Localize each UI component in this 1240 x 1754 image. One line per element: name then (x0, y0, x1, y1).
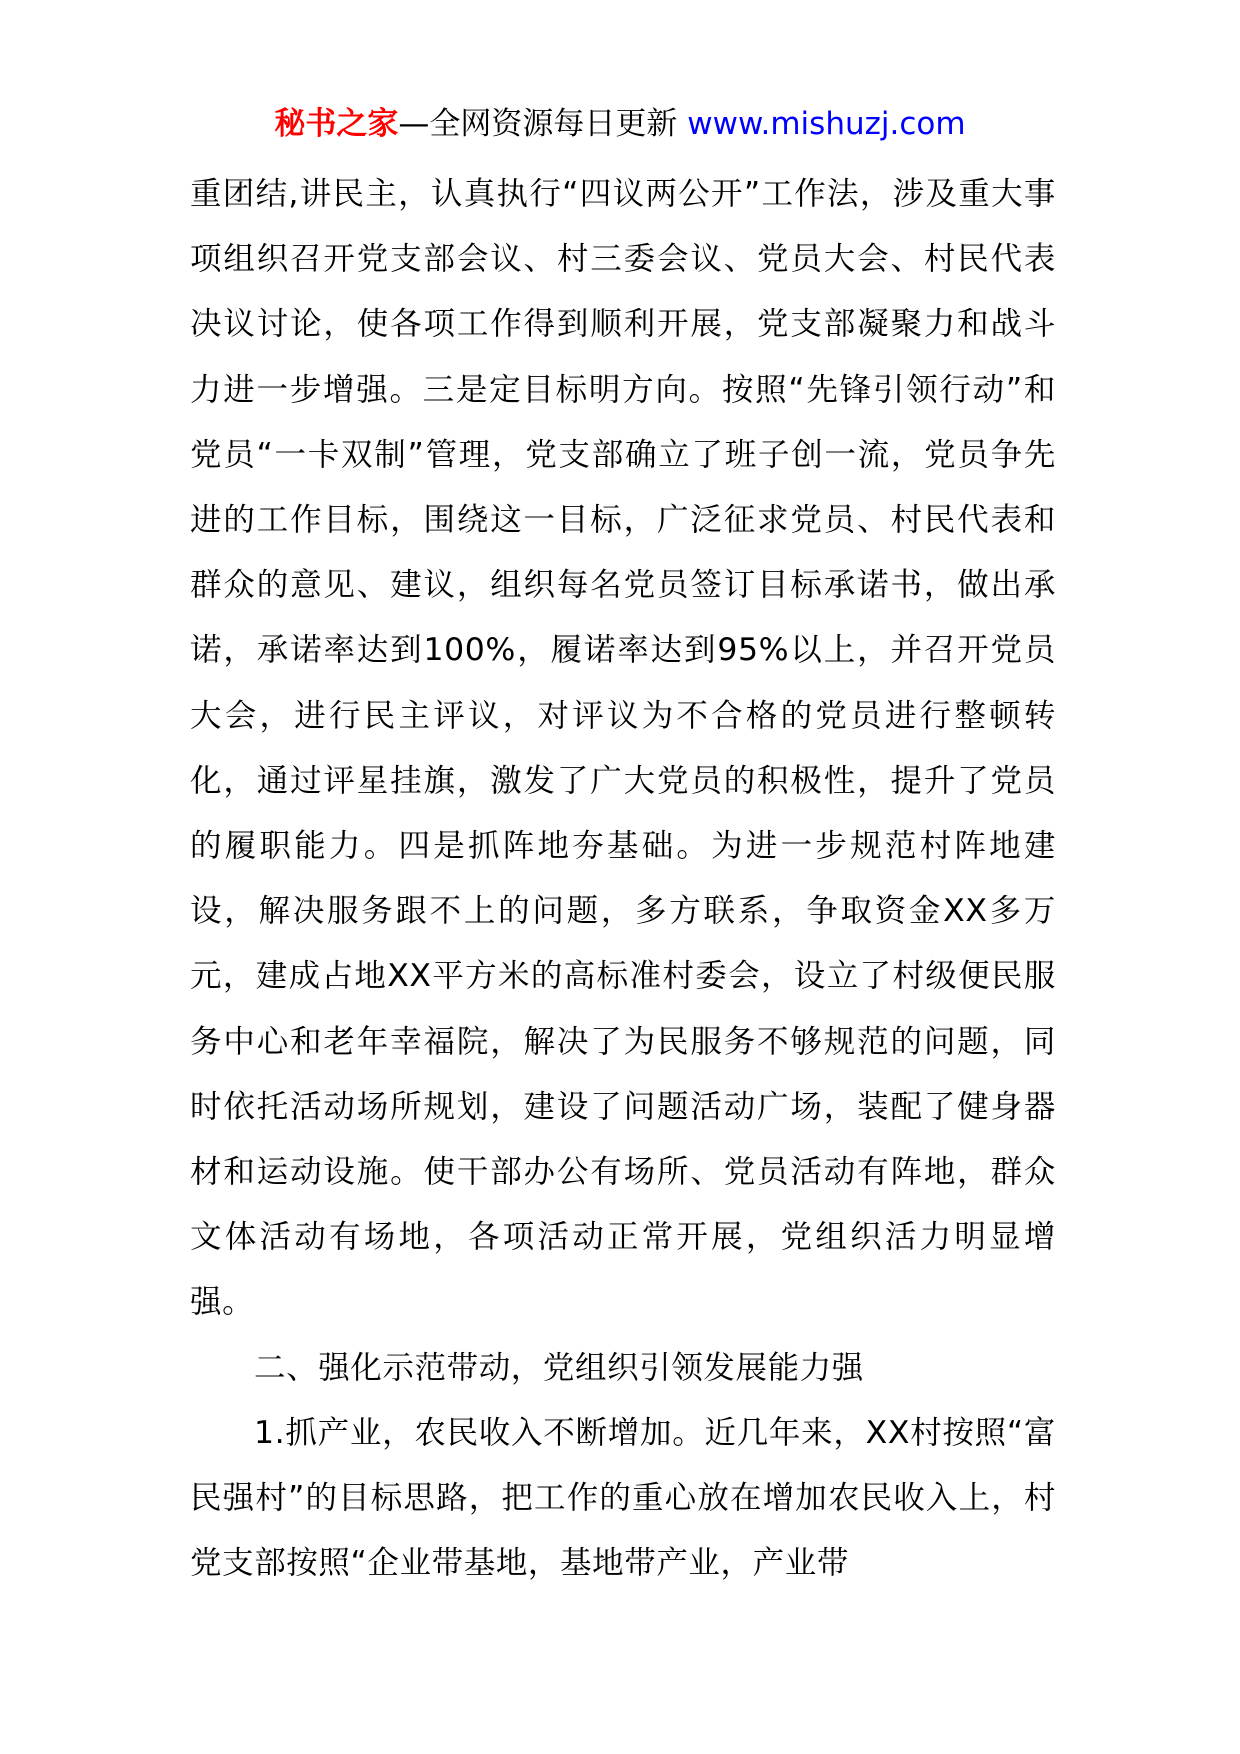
paragraph-continued: 重团结,讲民主，认真执行“四议两公开”工作法，涉及重大事项组织召开党支部会议、村三委会议、党员大会、村民代表决议讨论，使各项工作得到顺利开展，党支部凝聚力和战斗力进一步增强。三是定目标明方向。按照“先锋引领行动”和党员“一卡双制”管理，党支部确立了班子创一流，党员争先进的工作目标，围绕这一目标，广泛征求党员、村民代表和群众的意见、建议，组织每名党员签订目标承诺书，做出承诺，承诺率达到100%，履诺率达到95%以上，并召开党员大会，进行民主评议，对评议为不合格的党员进行整顿转化，通过评星挂旗，激发了广大党员的积极性，提升了党员的履职能力。四是抓阵地夯基础。为进一步规范村阵地建设，解决服务跟不上的问题，多方联系，争取资金XX多万元，建成占地XX平方米的高标准村委会，设立了村级便民服务中心和老年幸福院，解决了为民服务不够规范的问题，同时依托活动场所规划，建设了问题活动广场，装配了健身器材和运动设施。使干部办公有场所、党员活动有阵地，群众文体活动有场地，各项活动正常开展，党组织活力明显增强。 (190, 176, 1056, 1321)
paragraph: 1.抓产业，农民收入不断增加。近几年来，XX村按照“富民强村”的目标思路，把工作的重心放在增加农民收入上，村党支部按照“企业带基地，基地带产业，产业带 (190, 1414, 1056, 1582)
document-body (190, 162, 1056, 1596)
section-heading: 二、强化示范带动，党组织引领发展能力强 (254, 1349, 864, 1386)
page-header (0, 100, 1240, 148)
header-slogan: —全网资源每日更新 (398, 106, 678, 142)
header-brand: 秘书之家 (274, 106, 399, 142)
header-url-link[interactable]: www.mishuzj.com (687, 106, 966, 142)
